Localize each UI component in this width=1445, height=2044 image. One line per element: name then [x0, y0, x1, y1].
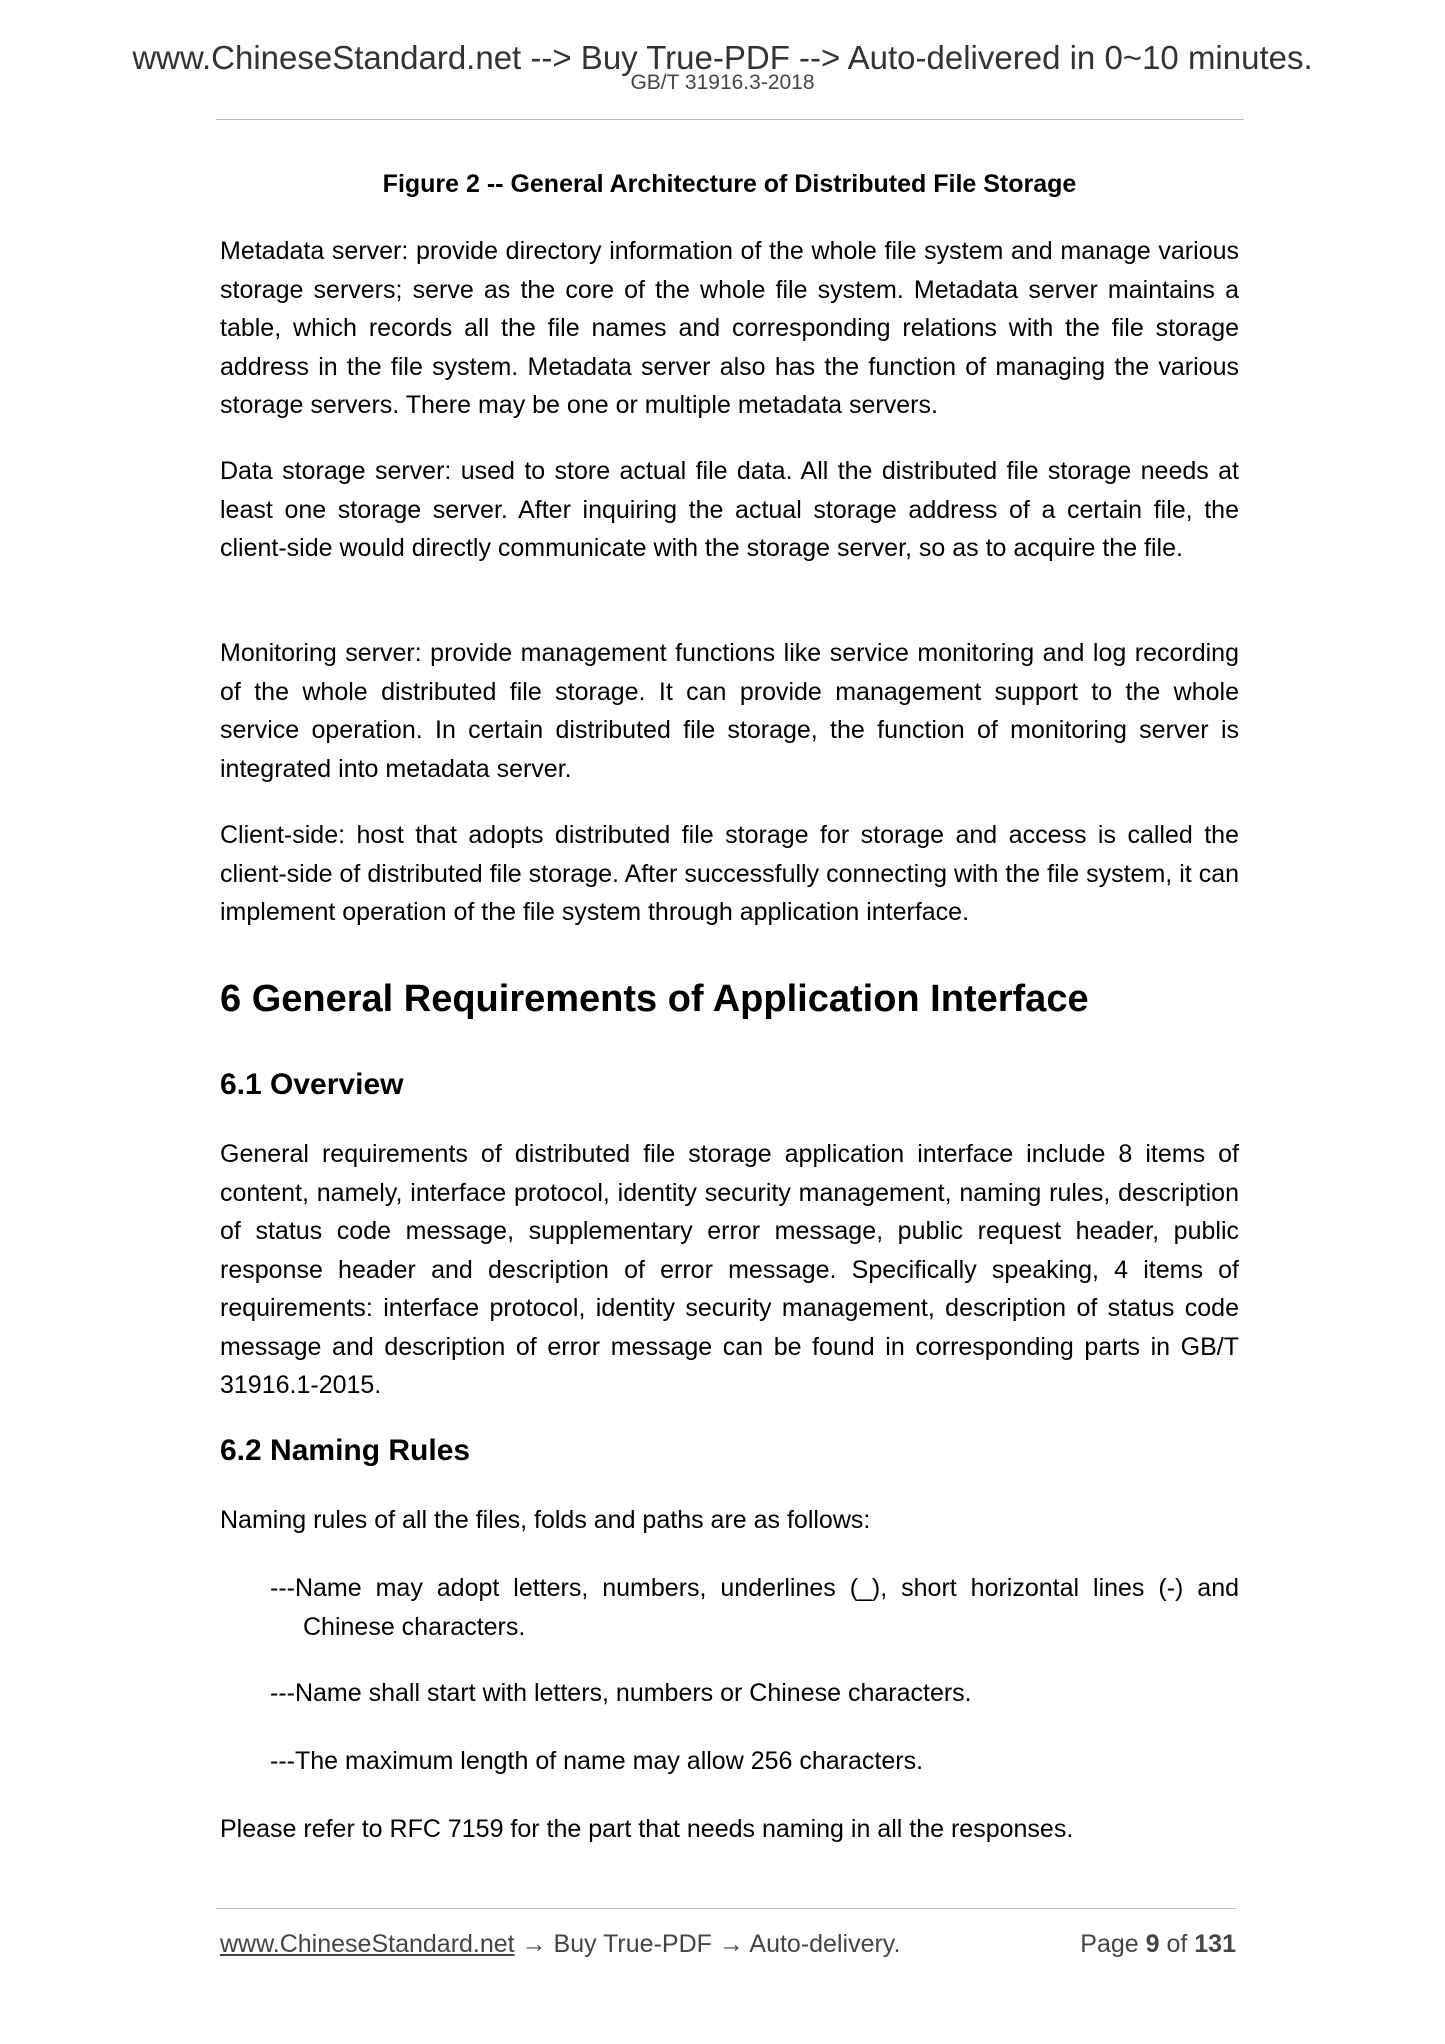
- page-label: Page: [1080, 1930, 1139, 1958]
- total-pages: 131: [1194, 1930, 1236, 1958]
- paragraph-data-storage-server: Data storage server: used to store actual file data. All the distributed file storage needs at least one storage server. After inquiring the actual storage address of a certain file, the client-side would directly communicate with the storage server, so as to acquire the file.: [220, 457, 1239, 562]
- paragraph-naming-closing: Please refer to RFC 7159 for the part that needs naming in all the responses.: [220, 1815, 1074, 1843]
- header-divider: [216, 119, 1244, 120]
- section-6-heading: 6 General Requirements of Application Interface: [220, 978, 1089, 1020]
- section-6-2-heading: 6.2 Naming Rules: [220, 1434, 471, 1467]
- footer-tail-text: → Buy True-PDF → Auto-delivery.: [514, 1930, 901, 1958]
- paragraph-naming-intro: Naming rules of all the files, folds and paths are as follows:: [220, 1506, 871, 1534]
- footer: [220, 1926, 1236, 1962]
- header-doc-code: GB/T 31916.3-2018: [630, 71, 815, 94]
- footer-page-indicator: [1080, 1926, 1236, 1962]
- figure-caption: Figure 2 -- General Architecture of Distributed File Storage: [382, 170, 1077, 198]
- paragraph-monitoring-server: Monitoring server: provide management functions like service monitoring and log recording of the whole distributed file storage. It can provide management support to the whole service operation. In certain distributed file storage, the function of monitoring server is integrated into metadata server.: [220, 639, 1239, 783]
- naming-rule-item: ---Name may adopt letters, numbers, underlines (_), short horizontal lines (-) and Chinese characters.: [270, 1574, 1239, 1641]
- page-number: 9: [1145, 1930, 1160, 1958]
- header-banner: www.ChineseStandard.net --> Buy True-PDF --> Auto-delivered in 0~10 minutes.: [132, 39, 1313, 76]
- footer-left: [220, 1926, 900, 1962]
- section-6-1-heading: 6.1 Overview: [220, 1068, 404, 1101]
- footer-site-link[interactable]: www.ChineseStandard.net: [220, 1930, 515, 1958]
- paragraph-overview: General requirements of distributed file storage application interface include 8 items of content, namely, interface protocol, identity security management, naming rules, description of status code message, supplementary error message, public request header, public response header and description of error message. Specifically speaking, 4 items of requirements: interface protocol, identity security management, description of status code message and description of error message can be found in corresponding parts in GB/T 31916.1-2015.: [220, 1140, 1239, 1399]
- of-label: of: [1166, 1930, 1188, 1958]
- naming-rule-item: ---The maximum length of name may allow 256 characters.: [270, 1747, 924, 1775]
- naming-rule-item: ---Name shall start with letters, numbers or Chinese characters.: [270, 1679, 972, 1707]
- paragraph-metadata-server: Metadata server: provide directory information of the whole file system and manage various storage servers; serve as the core of the whole file system. Metadata server maintains a table, which records all the file names and corresponding relations with the file storage address in the file system. Metadata server also has the function of managing the various storage servers. There may be one or multiple metadata servers.: [220, 237, 1239, 419]
- footer-divider: [216, 1908, 1236, 1909]
- paragraph-client-side: Client-side: host that adopts distributed file storage for storage and access is called the client-side of distributed file storage. After successfully connecting with the file system, it can implement operation of the file system through application interface.: [220, 821, 1239, 926]
